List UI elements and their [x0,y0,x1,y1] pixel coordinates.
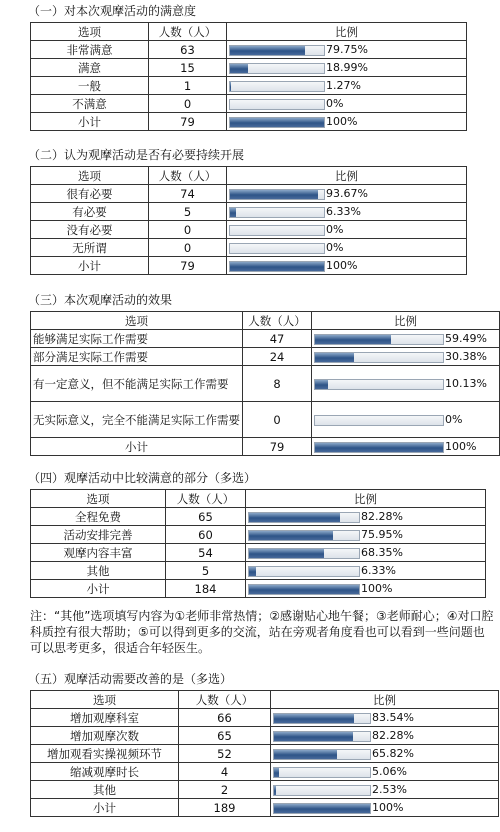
count-value: 47 [243,330,312,348]
table-row [31,59,467,77]
ratio-cell [227,203,467,221]
option-label: 能够满足实际工作需要 [31,330,243,348]
progress-bar-fill [315,335,391,344]
progress-bar-fill [249,549,324,558]
progress-bar-fill [249,513,340,522]
ratio-cell [227,113,467,131]
table-header-row [31,167,467,185]
progress-bar [229,207,325,218]
option-label: 小计 [31,257,149,275]
table-row [31,781,499,799]
count-value: 79 [243,438,312,456]
progress-bar [229,117,325,128]
option-label: 其他 [31,781,179,799]
header-option: 选项 [31,490,166,508]
progress-bar-fill [230,46,305,55]
header-option: 选项 [31,23,149,41]
table-row [31,544,486,562]
progress-bar [229,81,325,92]
percent-label: 6.33% [326,205,361,218]
option-label: 无所谓 [31,239,149,257]
section-title: （三）本次观摩活动的效果 [28,293,173,307]
progress-bar [314,442,444,453]
ratio-cell [227,239,467,257]
header-count: 人数（人） [179,691,271,709]
progress-bar-fill [274,786,276,795]
progress-bar [229,189,325,200]
survey-table [30,22,467,131]
section-title: （一）对本次观摩活动的满意度 [28,4,197,18]
option-label: 小计 [31,799,179,817]
progress-bar [229,99,325,110]
progress-bar-fill [230,208,236,217]
percent-label: 18.99% [326,61,368,74]
ratio-cell [227,77,467,95]
option-label: 无实际意义，完全不能满足实际工作需要 [31,402,243,438]
table-header-row [31,23,467,41]
percent-label: 2.53% [372,783,407,796]
table-row [31,185,467,203]
option-label: 非常满意 [31,41,149,59]
progress-bar-fill [315,443,443,452]
ratio-cell [227,59,467,77]
count-value: 60 [166,526,246,544]
progress-bar [314,334,444,345]
table-header-row [31,490,486,508]
progress-bar-fill [230,118,324,127]
table-row [31,95,467,113]
count-value: 0 [149,239,227,257]
count-value: 24 [243,348,312,366]
option-label: 部分满足实际工作需要 [31,348,243,366]
table-row [31,348,500,366]
percent-label: 100% [372,801,404,814]
percent-label: 65.82% [372,747,414,760]
table-row [31,203,467,221]
table-header-row [31,691,499,709]
percent-label: 82.28% [361,510,403,523]
progress-bar [273,731,371,742]
progress-bar [248,566,360,577]
option-label: 一般 [31,77,149,95]
ratio-cell [271,763,499,781]
option-label: 满意 [31,59,149,77]
option-label: 活动安排完善 [31,526,166,544]
header-ratio: 比例 [227,167,467,185]
ratio-cell [271,709,499,727]
option-label: 缩减观摩时长 [31,763,179,781]
header-option: 选项 [31,312,243,330]
ratio-cell [312,348,500,366]
count-value: 5 [166,562,246,580]
ratio-cell [312,438,500,456]
section-title: （五）观摩活动需要改善的是（多选） [28,672,233,686]
table-row [31,763,499,781]
progress-bar [229,261,325,272]
progress-bar [273,749,371,760]
option-label: 增加观摩科室 [31,709,179,727]
table-row [31,41,467,59]
percent-label: 100% [326,259,358,272]
option-label: 小计 [31,438,243,456]
ratio-cell [227,257,467,275]
percent-label: 100% [326,115,358,128]
progress-bar-fill [274,732,353,741]
percent-label: 0% [445,413,463,426]
progress-bar-fill [249,531,333,540]
table-row [31,77,467,95]
ratio-cell [312,366,500,402]
count-value: 0 [149,95,227,113]
table-row [31,402,500,438]
progress-bar [248,584,360,595]
table-row [31,727,499,745]
survey-table [30,489,486,598]
option-label: 不满意 [31,95,149,113]
percent-label: 82.28% [372,729,414,742]
progress-bar-fill [230,190,318,199]
progress-bar [248,530,360,541]
progress-bar-fill [315,380,328,389]
progress-bar-fill [274,714,354,723]
progress-bar-fill [230,262,324,271]
count-value: 4 [179,763,271,781]
percent-label: 75.95% [361,528,403,541]
header-count: 人数（人） [243,312,312,330]
survey-table [30,690,499,817]
table-row [31,745,499,763]
progress-bar [229,225,325,236]
section-title: （二）认为观摩活动是否有必要持续开展 [28,148,245,162]
option-label: 有一定意义，但不能满足实际工作需要 [31,366,243,402]
count-value: 65 [166,508,246,526]
header-count: 人数（人） [166,490,246,508]
ratio-cell [271,727,499,745]
table-row [31,239,467,257]
progress-bar-fill [249,567,256,576]
survey-table [30,166,467,275]
option-label: 小计 [31,113,149,131]
progress-bar [229,63,325,74]
count-value: 79 [149,113,227,131]
progress-bar [229,45,325,56]
ratio-cell [227,221,467,239]
percent-label: 30.38% [445,350,487,363]
count-value: 5 [149,203,227,221]
option-label: 小计 [31,580,166,598]
percent-label: 5.06% [372,765,407,778]
percent-label: 0% [326,97,344,110]
progress-bar [273,713,371,724]
percent-label: 1.27% [326,79,361,92]
count-value: 1 [149,77,227,95]
count-value: 8 [243,366,312,402]
table-row [31,438,500,456]
header-count: 人数（人） [149,23,227,41]
count-value: 66 [179,709,271,727]
header-ratio: 比例 [246,490,486,508]
option-label: 全程免费 [31,508,166,526]
option-label: 增加观摩次数 [31,727,179,745]
option-label: 观摩内容丰富 [31,544,166,562]
progress-bar [314,379,444,390]
table-header-row [31,312,500,330]
count-value: 54 [166,544,246,562]
ratio-cell [271,745,499,763]
option-label: 其他 [31,562,166,580]
ratio-cell [271,799,499,817]
progress-bar [248,548,360,559]
progress-bar [273,803,371,814]
count-value: 15 [149,59,227,77]
count-value: 189 [179,799,271,817]
header-option: 选项 [31,691,179,709]
ratio-cell [246,580,486,598]
percent-label: 83.54% [372,711,414,724]
progress-bar-fill [274,750,337,759]
table-row [31,113,467,131]
progress-bar [229,243,325,254]
count-value: 79 [149,257,227,275]
table-row [31,562,486,580]
count-value: 2 [179,781,271,799]
progress-bar-fill [274,804,370,813]
count-value: 63 [149,41,227,59]
percent-label: 0% [326,241,344,254]
count-value: 0 [243,402,312,438]
percent-label: 93.67% [326,187,368,200]
header-ratio: 比例 [227,23,467,41]
ratio-cell [312,330,500,348]
note-text: 注：“其他”选项填写内容为①老师非常热情；②感谢贴心地午餐；③老师耐心；④对口腔科质控有很大帮助；⑤可以得到更多的交流，站在旁观者角度看也可以看到一些问题也可以思考更多，很适合年轻医生。 [30,609,494,655]
ratio-cell [246,562,486,580]
percent-label: 0% [326,223,344,236]
progress-bar-fill [230,82,231,91]
option-label: 增加观看实操视频环节 [31,745,179,763]
ratio-cell [227,41,467,59]
survey-table [30,311,500,456]
option-label: 没有必要 [31,221,149,239]
table-row [31,366,500,402]
progress-bar [314,352,444,363]
progress-bar-fill [274,768,279,777]
percent-label: 100% [361,582,393,595]
ratio-cell [271,781,499,799]
percent-label: 59.49% [445,332,487,345]
option-label: 很有必要 [31,185,149,203]
percent-label: 6.33% [361,564,396,577]
percent-label: 79.75% [326,43,368,56]
count-value: 184 [166,580,246,598]
header-option: 选项 [31,167,149,185]
count-value: 52 [179,745,271,763]
count-value: 0 [149,221,227,239]
table-row [31,526,486,544]
progress-bar [273,767,371,778]
table-row [31,221,467,239]
ratio-cell [246,544,486,562]
ratio-cell [312,402,500,438]
table-row [31,709,499,727]
progress-bar [314,415,444,426]
ratio-cell [246,508,486,526]
ratio-cell [227,185,467,203]
progress-bar [248,512,360,523]
count-value: 74 [149,185,227,203]
header-count: 人数（人） [149,167,227,185]
percent-label: 100% [445,440,477,453]
ratio-cell [246,526,486,544]
table-row [31,799,499,817]
header-ratio: 比例 [271,691,499,709]
header-ratio: 比例 [312,312,500,330]
progress-bar [273,785,371,796]
count-value: 65 [179,727,271,745]
progress-bar-fill [315,353,354,362]
percent-label: 10.13% [445,377,487,390]
section-title: （四）观摩活动中比较满意的部分（多选） [28,471,257,485]
percent-label: 68.35% [361,546,403,559]
table-row [31,257,467,275]
table-row [31,330,500,348]
progress-bar-fill [230,64,248,73]
option-label: 有必要 [31,203,149,221]
table-row [31,580,486,598]
table-row [31,508,486,526]
progress-bar-fill [249,585,359,594]
ratio-cell [227,95,467,113]
